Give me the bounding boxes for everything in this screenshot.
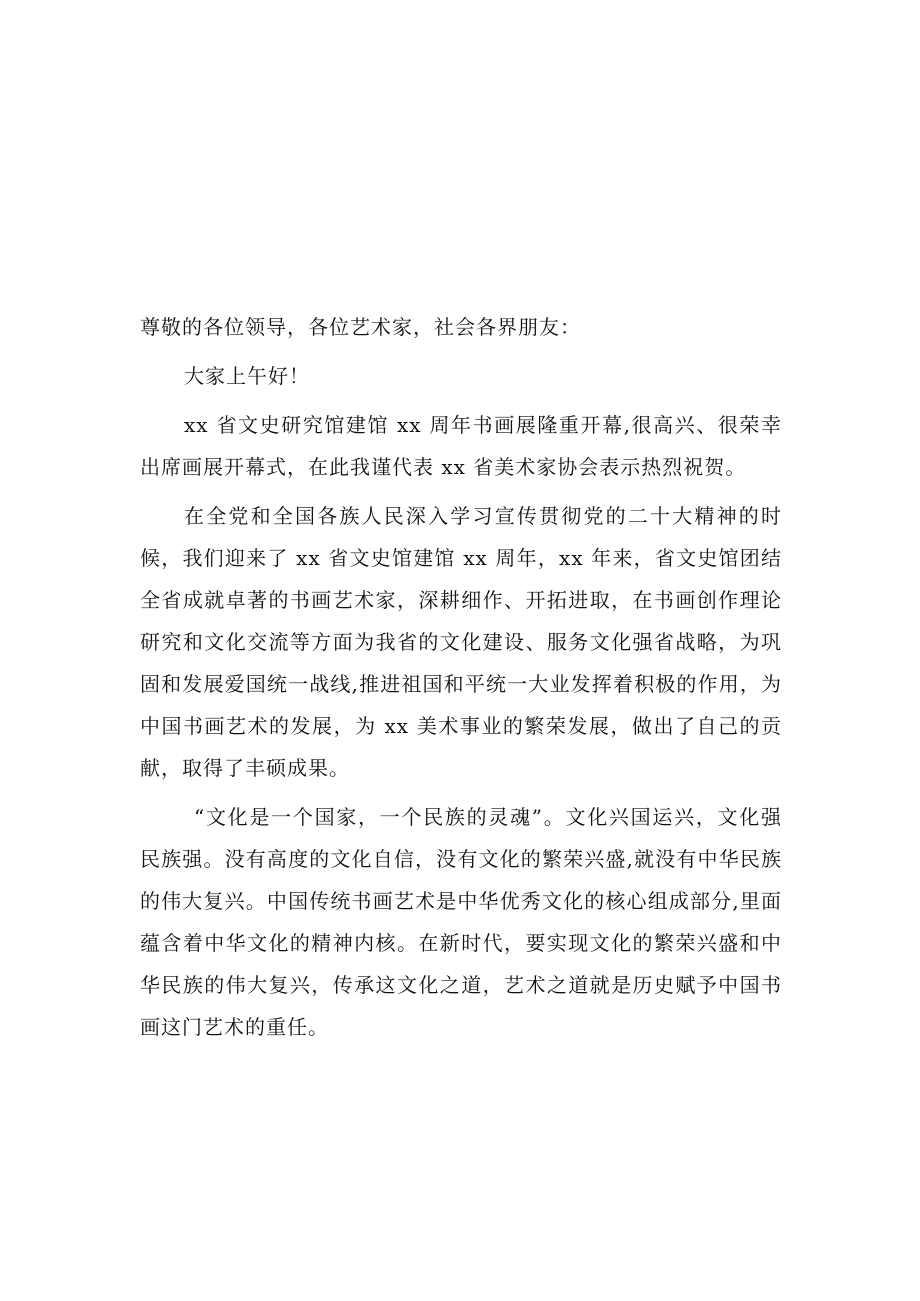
paragraph-1: xx 省文史研究馆建馆 xx 周年书画展隆重开幕,很高兴、很荣幸出席画展开幕式，在此我谨代表 xx 省美术家协会表示热烈祝贺。: [140, 413, 782, 479]
paragraph-3: “文化是一个国家，一个民族的灵魂”。文化兴国运兴，文化强民族强。没有高度的文化自信，没有文化的繁荣兴盛,就没有中华民族的伟大复兴。中国传统书画艺术是中华优秀文化的核心组成部分,里面蕴含着中华文化的精神内核。在新时代，要实现文化的繁荣兴盛和中华民族的伟大复兴，传承这文化之道，艺术之道就是历史赋予中国书画这门艺术的重任。: [140, 805, 782, 1039]
salutation-line: 尊敬的各位领导，各位艺术家，社会各界朋友：: [140, 315, 581, 339]
greeting-line: 大家上午好！: [184, 364, 310, 388]
paragraph-2: 在全党和全国各族人民深入学习宣传贯彻党的二十大精神的时候，我们迎来了 xx 省文史馆建馆 xx 周年，xx 年来，省文史馆团结全省成就卓著的书画艺术家，深耕细作、开拓进取，在书画创作理论研究和文化交流等方面为我省的文化建设、服务文化强省战略，为巩固和发展爱国统一战线,推进祖国和平统一大业发挥着积极的作用，为中国书画艺术的发展，为 xx 美术事业的繁荣发展，做出了自己的贡献，取得了丰硕成果。: [140, 504, 782, 780]
document-body: [140, 306, 782, 1048]
